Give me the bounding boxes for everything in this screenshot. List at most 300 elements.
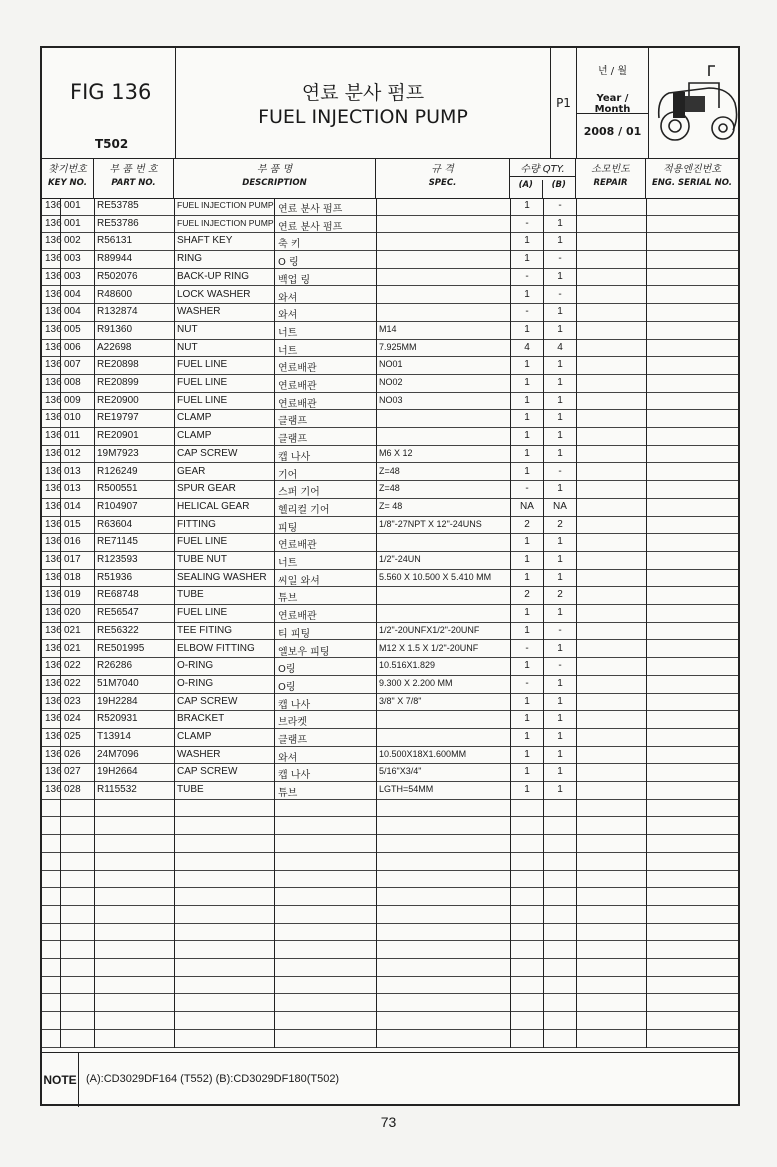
cell-a: - xyxy=(525,306,529,318)
cell-b: 1 xyxy=(557,731,563,742)
cell-fig: 136 xyxy=(45,642,62,654)
cell-part: R104907 xyxy=(97,500,138,512)
cell-fig: 136 xyxy=(45,465,62,477)
cell-part: RE68748 xyxy=(97,589,139,601)
table-row xyxy=(42,1012,738,1030)
cell-part: RE20901 xyxy=(97,430,139,442)
cell-b: 1 xyxy=(557,536,563,548)
table-row xyxy=(42,446,738,464)
cell-fig: 136 xyxy=(45,713,62,725)
cell-part: R63604 xyxy=(97,518,133,530)
cell-part: RE56547 xyxy=(97,607,139,619)
cell-desc: FUEL LINE xyxy=(177,359,228,371)
cell-part: RE53785 xyxy=(97,200,139,211)
table-row xyxy=(42,694,738,712)
table-row xyxy=(42,853,738,871)
table-row xyxy=(42,835,738,853)
cell-spec: NO03 xyxy=(379,394,403,405)
cell-part: R520931 xyxy=(97,713,138,725)
cell-spec: NO01 xyxy=(379,359,403,370)
cell-desc: CLAMP xyxy=(177,412,212,424)
model-label: T502 xyxy=(95,137,129,151)
cell-spec: 5/16"X3/4" xyxy=(379,766,422,777)
year-month-value: 2008 / 01 xyxy=(583,125,642,138)
cell-a: 1 xyxy=(524,713,530,725)
table-row xyxy=(42,375,738,393)
cell-b: 4 xyxy=(557,341,563,353)
cell-spec: 10.500X18X1.600MM xyxy=(379,748,467,759)
table-row xyxy=(42,658,738,676)
table-row xyxy=(42,888,738,906)
col-key-no: 찾기번호 KEY NO. xyxy=(42,158,94,198)
cell-spec: Z= 48 xyxy=(379,500,403,511)
cell-part: R51936 xyxy=(97,571,133,583)
cell-spec: 1/2"-20UNFX1/2"-20UNF xyxy=(379,624,480,635)
cell-a: - xyxy=(525,677,529,689)
cell-a: 1 xyxy=(524,465,530,477)
cell-key: 028 xyxy=(64,784,81,796)
table-row xyxy=(42,517,738,535)
cell-ko: 연료 분사 펌프 xyxy=(278,204,343,215)
tractor-icon xyxy=(649,48,742,158)
table-row xyxy=(42,871,738,889)
cell-key: 022 xyxy=(64,660,81,672)
cell-b: 1 xyxy=(557,554,563,565)
cell-fig: 136 xyxy=(45,624,62,636)
cell-fig: 136 xyxy=(45,731,62,742)
page-code: P1 xyxy=(556,96,571,110)
cell-fig: 136 xyxy=(45,430,62,442)
cell-a: 2 xyxy=(524,589,530,601)
tractor-illustration xyxy=(649,48,742,158)
cell-fig: 136 xyxy=(45,536,62,548)
cell-b: - xyxy=(558,465,562,477)
cell-spec: 3/8" X 7/8" xyxy=(379,695,422,706)
table-row xyxy=(42,481,738,499)
cell-spec: M12 X 1.5 X 1/2"-20UNF xyxy=(379,642,479,653)
cell-b: 1 xyxy=(557,359,563,371)
cell-part: 19M7923 xyxy=(97,447,139,459)
cell-desc: TUBE xyxy=(177,784,204,796)
cell-key: 020 xyxy=(64,607,81,619)
cell-a: 1 xyxy=(524,766,530,778)
fig-cell xyxy=(42,48,176,158)
cell-b: - xyxy=(558,253,562,265)
column-headers xyxy=(42,158,738,199)
cell-key: 021 xyxy=(64,642,81,654)
cell-key: 023 xyxy=(64,695,81,707)
cell-spec: 5.560 X 10.500 X 5.410 MM xyxy=(379,571,492,582)
cell-a: 1 xyxy=(524,607,530,619)
cell-fig: 136 xyxy=(45,483,62,495)
cell-ko: O링 xyxy=(278,664,296,676)
cell-a: 4 xyxy=(524,341,530,353)
cell-desc: TUBE xyxy=(177,589,204,601)
date-cell xyxy=(577,48,649,158)
table-row xyxy=(42,924,738,942)
col-part-no: 부 품 번 호 PART NO. xyxy=(94,158,174,198)
cell-desc: WASHER xyxy=(177,748,221,760)
title-english: FUEL INJECTION PUMP xyxy=(258,106,468,128)
cell-desc: HELICAL GEAR xyxy=(177,500,250,512)
table-row xyxy=(42,800,738,818)
cell-desc: TEE FITING xyxy=(177,624,232,636)
cell-part: R48600 xyxy=(97,288,133,300)
table-row xyxy=(42,747,738,765)
cell-part: R500551 xyxy=(97,483,138,495)
page-number: 73 xyxy=(380,1114,397,1130)
cell-spec: 10.516X1.829 xyxy=(379,660,436,671)
cell-desc: NUT xyxy=(177,341,198,353)
cell-b: 2 xyxy=(557,518,563,530)
cell-part: R115532 xyxy=(97,784,137,796)
title-cell xyxy=(176,48,551,158)
table-row xyxy=(42,1030,738,1048)
cell-fig: 136 xyxy=(45,377,62,388)
cell-b: - xyxy=(558,288,562,300)
cell-ko: 튜브 xyxy=(278,593,298,605)
cell-b: 1 xyxy=(557,217,563,229)
col-repair: 소모빈도 REPAIR xyxy=(576,158,646,198)
cell-part: T13914 xyxy=(97,731,131,742)
cell-ko: 엘보우 피팅 xyxy=(278,646,330,658)
cell-spec: 1/8"-27NPT X 12"-24UNS xyxy=(379,518,482,529)
cell-a: 1 xyxy=(524,731,530,742)
cell-b: 1 xyxy=(557,430,563,442)
cell-fig: 136 xyxy=(45,412,62,424)
cell-fig: 136 xyxy=(45,447,62,459)
cell-key: 027 xyxy=(64,766,81,778)
cell-part: 19H2284 xyxy=(97,695,138,707)
cell-key: 004 xyxy=(64,306,81,318)
cell-a: 1 xyxy=(524,748,530,760)
cell-ko: 캡 나사 xyxy=(278,451,311,463)
cell-desc: GEAR xyxy=(177,465,206,477)
cell-spec: 7.925MM xyxy=(379,341,417,352)
cell-a: 1 xyxy=(524,447,530,459)
cell-fig: 136 xyxy=(45,784,62,796)
table-row xyxy=(42,552,738,570)
cell-fig: 136 xyxy=(45,518,62,530)
cell-fig: 136 xyxy=(45,200,62,211)
table-row xyxy=(42,587,738,605)
cell-ko: 연료 분사 펌프 xyxy=(278,221,343,233)
col-serial: 적용엔진번호 ENG. SERIAL NO. xyxy=(651,164,733,188)
cell-desc: O-RING xyxy=(177,677,214,689)
cell-fig: 136 xyxy=(45,660,62,672)
cell-part: A22698 xyxy=(97,341,132,353)
cell-b: 1 xyxy=(557,571,563,583)
cell-key: 001 xyxy=(64,217,81,229)
cell-spec: 1/2"-24UN xyxy=(379,554,421,564)
cell-key: 025 xyxy=(64,731,81,742)
cell-part: RE20900 xyxy=(97,394,139,406)
cell-ko: 클램프 xyxy=(278,735,307,746)
table-row xyxy=(42,340,738,358)
cell-spec: Z=48 xyxy=(379,465,400,476)
cell-a: - xyxy=(525,270,529,282)
cell-a: 1 xyxy=(524,571,530,583)
cell-part: R132874 xyxy=(97,306,138,318)
cell-key: 007 xyxy=(64,359,81,371)
year-month-ko: 년 / 월 xyxy=(597,66,628,77)
cell-desc: CLAMP xyxy=(177,430,212,442)
cell-ko: 씨일 와셔 xyxy=(278,575,320,587)
cell-ko: 스퍼 기어 xyxy=(278,487,320,499)
cell-ko: 피팅 xyxy=(278,522,298,534)
parts-sheet xyxy=(40,46,740,1106)
table-row xyxy=(42,623,738,641)
cell-b: 1 xyxy=(557,447,563,459)
table-row xyxy=(42,977,738,995)
table-row xyxy=(42,287,738,305)
cell-ko: 축 키 xyxy=(278,239,301,251)
page-cell xyxy=(551,48,577,158)
cell-key: 015 xyxy=(64,518,81,530)
cell-ko: 클램프 xyxy=(278,434,307,446)
table-row xyxy=(42,198,738,216)
cell-part: RE53786 xyxy=(97,217,139,229)
table-row xyxy=(42,818,738,836)
cell-part: R502076 xyxy=(97,270,138,282)
cell-ko: 연료배관 xyxy=(278,611,317,623)
cell-part: R91360 xyxy=(97,323,133,335)
cell-part: 19H2664 xyxy=(97,766,138,778)
table-row xyxy=(42,464,738,482)
year-month-en: Year / Month xyxy=(594,93,631,115)
cell-part: R56131 xyxy=(97,235,133,247)
cell-ko: 연료배관 xyxy=(278,398,317,410)
cell-ko: 기어 xyxy=(278,469,298,481)
cell-desc: FUEL LINE xyxy=(177,607,228,619)
cell-b: 1 xyxy=(557,323,563,335)
cell-spec: 9.300 X 2.200 MM xyxy=(379,677,453,688)
table-row xyxy=(42,393,738,411)
cell-key: 003 xyxy=(64,270,81,282)
cell-key: 004 xyxy=(64,288,81,300)
cell-fig: 136 xyxy=(45,341,62,353)
cell-key: 002 xyxy=(64,235,81,247)
cell-part: RE19797 xyxy=(97,412,139,424)
cell-a: 1 xyxy=(524,536,530,548)
cell-desc: FUEL LINE xyxy=(177,377,228,388)
cell-ko: 캡 나사 xyxy=(278,699,311,711)
cell-b: 1 xyxy=(557,412,563,424)
cell-a: 1 xyxy=(524,430,530,442)
cell-a: 1 xyxy=(524,554,530,565)
cell-desc: FUEL LINE xyxy=(177,394,228,406)
cell-key: 009 xyxy=(64,394,81,406)
cell-spec: M14 xyxy=(379,323,397,334)
table-row xyxy=(42,304,738,322)
table-row xyxy=(42,906,738,924)
cell-a: 1 xyxy=(524,695,530,707)
cell-fig: 136 xyxy=(45,748,62,760)
cell-key: 005 xyxy=(64,323,81,335)
cell-key: 013 xyxy=(64,483,81,495)
cell-ko: 와셔 xyxy=(278,310,298,322)
title-korean: 연료 분사 펌프 xyxy=(301,82,425,104)
cell-part: RE56322 xyxy=(97,624,139,636)
cell-key: 019 xyxy=(64,589,81,601)
cell-ko: 와셔 xyxy=(278,752,298,764)
cell-desc: NUT xyxy=(177,323,198,335)
cell-ko: 헬리컬 기어 xyxy=(278,504,330,516)
cell-desc: CLAMP xyxy=(177,731,212,742)
cell-desc: RING xyxy=(177,253,202,265)
cell-desc: O-RING xyxy=(177,660,214,672)
cell-key: 024 xyxy=(64,713,81,725)
cell-spec: LGTH=54MM xyxy=(379,784,434,795)
note-label: NOTE xyxy=(42,1053,79,1107)
cell-key: 003 xyxy=(64,253,81,265)
cell-ko: 백업 링 xyxy=(278,274,311,286)
cell-b: 1 xyxy=(557,766,563,778)
cell-ko: 너트 xyxy=(278,558,298,569)
sheet-header xyxy=(42,48,738,159)
cell-key: 008 xyxy=(64,377,81,388)
cell-part: RE71145 xyxy=(97,536,138,548)
cell-a: - xyxy=(525,217,529,229)
cell-key: 010 xyxy=(64,412,81,424)
cell-b: 1 xyxy=(557,306,563,318)
cell-fig: 136 xyxy=(45,607,62,619)
cell-b: - xyxy=(558,660,562,672)
cell-ko: 와셔 xyxy=(278,292,298,304)
cell-ko: 클램프 xyxy=(278,416,307,428)
cell-key: 013 xyxy=(64,465,81,477)
cell-ko: 너트 xyxy=(278,327,298,339)
cell-key: 017 xyxy=(64,554,81,565)
cell-a: 1 xyxy=(524,323,530,335)
cell-ko: O링 xyxy=(278,681,296,693)
table-row xyxy=(42,641,738,659)
cell-a: 1 xyxy=(524,377,530,388)
cell-a: 1 xyxy=(524,253,530,265)
table-row xyxy=(42,216,738,234)
cell-part: R89944 xyxy=(97,253,133,265)
cell-fig: 136 xyxy=(45,323,62,335)
cell-b: 1 xyxy=(557,235,563,247)
cell-desc: CAP SCREW xyxy=(177,695,238,707)
cell-a: - xyxy=(525,483,529,495)
cell-spec: M6 X 12 xyxy=(379,447,413,458)
table-row xyxy=(42,499,738,517)
col-qty: 수량 QTY. (A) (B) xyxy=(510,158,576,198)
cell-b: 1 xyxy=(557,748,563,760)
cell-part: RE501995 xyxy=(97,642,145,654)
table-row xyxy=(42,322,738,340)
cell-b: 1 xyxy=(557,677,563,689)
cell-desc: CAP SCREW xyxy=(177,766,238,778)
cell-desc: BRACKET xyxy=(177,713,225,725)
cell-desc: FUEL INJECTION PUMP xyxy=(177,217,274,228)
table-row xyxy=(42,711,738,729)
cell-b: 1 xyxy=(557,642,563,654)
cell-ko: 튜브 xyxy=(278,788,298,800)
cell-b: 1 xyxy=(557,394,563,406)
cell-fig: 136 xyxy=(45,500,62,512)
cell-a: 2 xyxy=(524,518,530,530)
cell-key: 026 xyxy=(64,748,81,760)
cell-desc: CAP SCREW xyxy=(177,447,238,459)
cell-key: 022 xyxy=(64,677,81,689)
cell-fig: 136 xyxy=(45,695,62,707)
cell-fig: 136 xyxy=(45,394,62,406)
col-description: 부 품 명 DESCRIPTION xyxy=(174,158,376,198)
cell-fig: 136 xyxy=(45,571,62,583)
cell-desc: FITTING xyxy=(177,518,216,530)
cell-desc: FUEL LINE xyxy=(177,536,228,548)
cell-a: 1 xyxy=(524,784,530,796)
cell-b: 1 xyxy=(557,713,563,725)
cell-desc: LOCK WASHER xyxy=(177,288,251,300)
cell-fig: 136 xyxy=(45,253,62,265)
cell-key: 016 xyxy=(64,536,81,548)
cell-b: - xyxy=(558,200,562,211)
cell-ko: 너트 xyxy=(278,345,298,357)
table-row xyxy=(42,941,738,959)
cell-b: - xyxy=(558,624,562,636)
cell-ko: 캡 나사 xyxy=(278,770,311,782)
col-spec: 규 격 SPEC. xyxy=(376,158,510,198)
cell-b: 1 xyxy=(557,270,563,282)
table-row xyxy=(42,428,738,446)
note-text: (A):CD3029DF164 (T552) (B):CD3029DF180(T502) xyxy=(86,1073,340,1085)
cell-b: 1 xyxy=(557,377,563,388)
cell-part: 51M7040 xyxy=(97,677,139,689)
cell-b: 2 xyxy=(557,589,563,601)
cell-fig: 136 xyxy=(45,217,62,229)
cell-b: 1 xyxy=(557,607,563,619)
cell-desc: FUEL INJECTION PUMP xyxy=(177,200,274,210)
note-section xyxy=(42,1052,738,1107)
cell-part: 24M7096 xyxy=(97,748,139,760)
cell-fig: 136 xyxy=(45,677,62,689)
table-row xyxy=(42,676,738,694)
cell-desc: TUBE NUT xyxy=(177,554,227,565)
cell-ko: O 링 xyxy=(278,257,299,269)
cell-ko: 티 피팅 xyxy=(278,628,311,640)
table-row xyxy=(42,410,738,428)
table-row xyxy=(42,233,738,251)
cell-key: 001 xyxy=(64,200,81,211)
table-row xyxy=(42,729,738,747)
cell-a: 1 xyxy=(524,394,530,406)
cell-desc: BACK-UP RING xyxy=(177,270,250,282)
table-row xyxy=(42,782,738,800)
cell-fig: 136 xyxy=(45,766,62,778)
cell-desc: SPUR GEAR xyxy=(177,483,236,495)
table-row xyxy=(42,605,738,623)
cell-desc: WASHER xyxy=(177,306,221,318)
cell-b: 1 xyxy=(557,784,563,796)
cell-a: 1 xyxy=(524,412,530,424)
cell-fig: 136 xyxy=(45,359,62,371)
cell-b: 1 xyxy=(557,695,563,707)
cell-a: 1 xyxy=(524,235,530,247)
cell-fig: 136 xyxy=(45,235,62,247)
cell-a: 1 xyxy=(524,359,530,371)
cell-key: 018 xyxy=(64,571,81,583)
cell-key: 006 xyxy=(64,341,81,353)
cell-ko: 연료배관 xyxy=(278,381,317,392)
cell-part: RE20898 xyxy=(97,359,139,371)
cell-b: 1 xyxy=(557,483,563,495)
table-row xyxy=(42,251,738,269)
cell-fig: 136 xyxy=(45,306,62,318)
cell-spec: NO02 xyxy=(379,377,403,387)
